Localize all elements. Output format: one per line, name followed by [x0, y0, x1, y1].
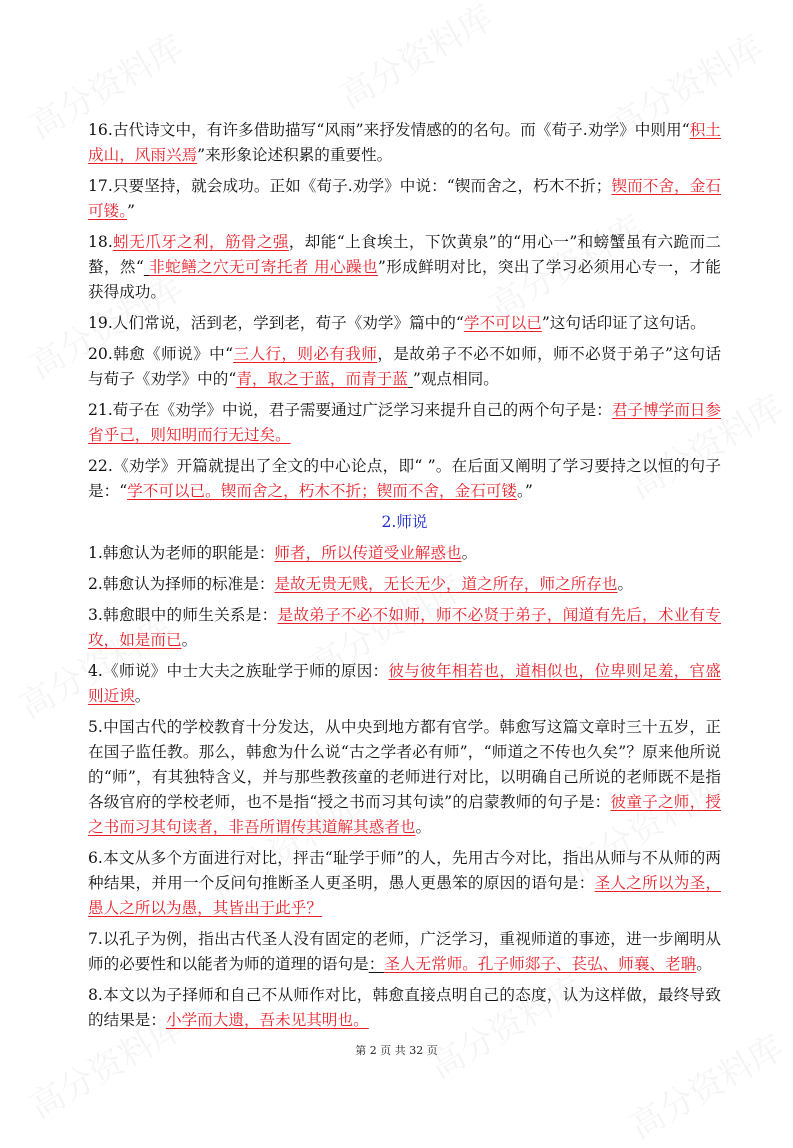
question-text: 21.荀子在《劝学》中说，君子需要通过广泛学习来提升自己的两个句子是：	[88, 401, 612, 419]
question-text: ”形成鲜明对比，突出了学习必须用心专一，才能获得成功。	[88, 258, 721, 301]
section-quanxue-items	[88, 118, 721, 504]
question-text: 3.韩愈眼中的师生关系是：	[88, 606, 278, 624]
document-body	[88, 118, 721, 1039]
question-item	[88, 398, 721, 448]
question-text: 1.韩愈认为老师的职能是：	[88, 544, 275, 562]
answer-text: 小学而大遗，吾未见其明也。	[165, 1011, 369, 1029]
question-item	[88, 311, 721, 336]
answer-text: 彼与彼年相若也，道相似也，位卑则足羞，官盛则近谀	[88, 662, 721, 705]
answer-text: 三人行，则必有我师	[233, 345, 378, 363]
answer-text: 锲而不舍，金石可镂。	[88, 177, 721, 220]
question-text: 2.韩愈认为择师的标准是：	[88, 575, 275, 593]
question-text: 19.人们常说，活到老，学到老，荀子《劝学》篇中的“	[88, 314, 464, 332]
question-text: 。	[617, 575, 634, 593]
answer-text: 青，取之于蓝，而青于蓝	[236, 370, 408, 388]
answer-text: 彼童子之师，授之书而习其句读者，非吾所谓传其道解其惑者也	[88, 793, 721, 836]
question-text: ”这句话印证了这句话。	[541, 314, 706, 332]
watermark-text	[329, 0, 501, 118]
answer-text: 师者，所以传道受业解惑也	[274, 544, 462, 562]
question-item	[88, 715, 721, 840]
question-text: 。	[696, 955, 712, 973]
question-text: ”来形象论述积累的重要性。	[197, 146, 393, 164]
question-item	[88, 927, 721, 977]
question-item	[88, 572, 721, 597]
watermark-text	[619, 1021, 791, 1148]
question-item	[88, 454, 721, 504]
section-shishuo-items	[88, 541, 721, 1033]
question-text: 17.只要坚持，就会成功。正如《荀子.劝学》中说：“锲而舍之，朽木不折；	[88, 177, 612, 195]
answer-text: 是故弟子不必不如师，师不必贤于弟子，闻道有先后，术业有专攻，如是而已	[88, 606, 721, 649]
question-item	[88, 174, 721, 224]
question-text: 8.本文以为子择师和自己不从师作对比，韩愈直接点明自己的态度，认为这样做，最终导致的结果是：	[88, 986, 721, 1029]
answer-text: 蚓无爪牙之利，筋骨之强	[112, 233, 289, 251]
answer-text: 圣人之所以为圣，愚人之所以为愚，其皆出于此乎？	[88, 874, 721, 917]
question-item	[88, 846, 721, 921]
question-text: 。	[461, 544, 478, 562]
answer-text: 积土成山，风雨兴焉	[88, 121, 721, 164]
answer-text: 是故无贵无贱，无长无少，道之所存，师之所存也	[274, 575, 618, 593]
question-item	[88, 541, 721, 566]
section-title-shishuo: 2.师说	[381, 513, 428, 531]
question-item	[88, 230, 721, 305]
question-text: 。	[181, 631, 198, 649]
question-text: ”观点相同。	[412, 370, 499, 388]
question-text: ，是故弟子不必不如师，师不必贤于弟子”这句话与荀子《劝学》中的“	[88, 345, 721, 388]
question-text: ”	[126, 202, 135, 220]
question-item	[88, 603, 721, 653]
question-item	[88, 983, 721, 1033]
answer-text: 学不可以已	[463, 314, 542, 332]
question-text: 22.《劝学》开篇就提出了全文的中心论点，即“ ”。在后面又阐明了学习要持之以恒的句子是：“	[88, 457, 721, 500]
question-text: 16.古代诗文中，有许多借助描写“风雨”来抒发情感的的名句。而《荀子.劝学》中则用“	[88, 121, 690, 139]
question-text: ，却能“上食埃土，下饮黄泉”的“用心一”和螃蟹虽有六跪而二螯，然“	[88, 233, 721, 276]
question-item	[88, 118, 721, 168]
question-item	[88, 659, 721, 709]
question-text: 。	[415, 818, 432, 836]
question-text: 7.以孔子为例，指出古代圣人没有固定的老师，广泛学习，重视师道的事迹，进一步阐明从师的必要性和以能者为师的道理的语句是	[88, 930, 721, 973]
blank-underline: ：	[368, 955, 385, 973]
question-text: 5.中国古代的学校教育十分发达，从中央到地方都有官学。韩愈写这篇文章时三十五岁，正在国子监任教。那么，韩愈为什么说“古之学者必有师”，“师道之不传也久矣”？原来他所说的“师”，有其独特含义，并与那些教孩童的老师进行对比，以明确自己所说的老师既不是指各级官府的学校老师，也不是指“授之书而习其句读”的启蒙教师的句子是：	[88, 718, 721, 811]
answer-text: 圣人无常师。孔子师郯子、苌弘、师襄、老聃	[384, 955, 697, 973]
question-text: 。”	[517, 482, 533, 500]
answer-text: 学不可以已。锲而舍之，朽木不折；锲而不舍，金石可镂	[127, 482, 518, 500]
question-text: 20.韩愈《师说》中“	[88, 345, 234, 363]
question-text: 。	[134, 687, 151, 705]
question-item	[88, 342, 721, 392]
answer-text: 非蛇鳝之穴无可寄托者 用心躁也	[149, 258, 378, 276]
question-text: 4.《师说》中士大夫之族耻学于师的原因：	[88, 662, 389, 680]
page-footer: 第 2 页 共 32 页	[355, 1044, 438, 1057]
question-text: 18.	[88, 233, 113, 251]
question-text: 6.本文从多个方面进行对比，抨击“耻学于师”的人，先用古今对比，指出从师与不从师的两种结果，并用一个反问句推断圣人更圣明，愚人更愚笨的原因的语句是：	[88, 849, 721, 892]
answer-text: 君子博学而日参省乎己，则知明而行无过矣。	[88, 401, 721, 444]
